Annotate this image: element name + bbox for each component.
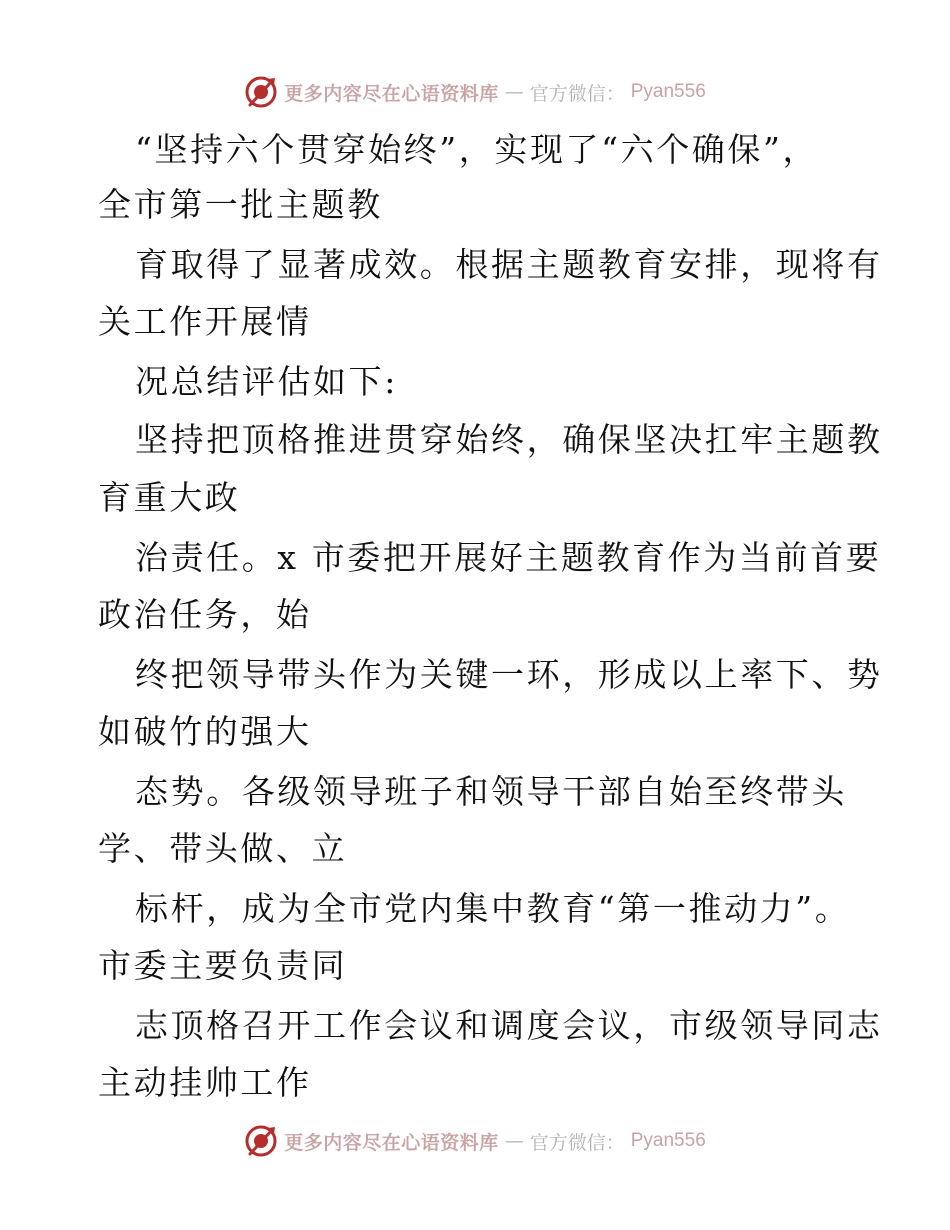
watermark-brand: 更多内容尽在心语资料库 [284, 82, 499, 105]
text-line: 坚持把顶格推进贯穿始终，确保坚决扛牢主题教 [135, 420, 883, 459]
text-line: “坚持六个贯穿始终”，实现了“六个确保”， [135, 130, 819, 169]
text-line: 育取得了显著成效。根据主题教育安排，现将有 [135, 245, 883, 284]
text-line: 学、带头做、立 [98, 829, 348, 868]
text-line: 育重大政 [98, 478, 241, 517]
watermark-label: 官方微信： [529, 1131, 625, 1154]
text-line: 市委主要负责同 [98, 946, 348, 985]
pen-logo-icon [244, 75, 278, 109]
watermark-brand: 更多内容尽在心语资料库 [284, 1131, 499, 1154]
text-line: 终把领导带头作为关键一环，形成以上率下、势 [135, 655, 883, 694]
watermark-dash: — [504, 81, 524, 103]
watermark-footer [0, 1121, 950, 1161]
text-line: 主动挂帅工作 [98, 1063, 312, 1102]
text-line: 标杆，成为全市党内集中教育“第一推动力”。 [135, 889, 851, 928]
text-line: 况总结评估如下: [135, 362, 398, 401]
pen-logo-icon [244, 1124, 278, 1158]
text-line: 关工作开展情 [98, 302, 312, 341]
watermark-header [0, 72, 950, 112]
text-line: 志顶格召开工作会议和调度会议，市级领导同志 [135, 1006, 883, 1045]
watermark-dash: — [504, 1130, 524, 1152]
text-line: 治责任。x 市委把开展好主题教育作为当前首要 [135, 538, 882, 577]
watermark-wechat-id: Pyan556 [630, 1130, 706, 1151]
text-line: 态势。各级领导班子和领导干部自始至终带头 [135, 772, 847, 811]
watermark-label: 官方微信： [529, 82, 625, 105]
text-line: 全市第一批主题教 [98, 185, 383, 224]
text-line: 政治任务，始 [98, 595, 312, 634]
text-line: 如破竹的强大 [98, 712, 312, 751]
watermark-wechat-id: Pyan556 [630, 81, 706, 102]
